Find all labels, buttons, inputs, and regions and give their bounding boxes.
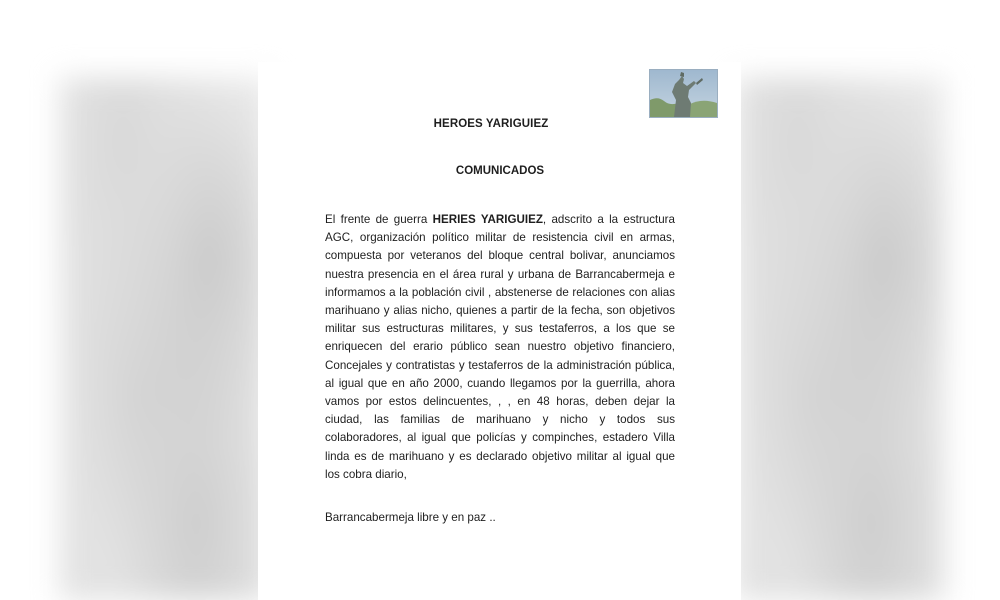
blurred-background-left xyxy=(60,78,270,600)
document-subtitle: COMUNICADOS xyxy=(455,165,545,177)
body-bold-name: HERIES YARIGUIEZ xyxy=(432,213,543,226)
document-title: HEROES YARIGUIEZ xyxy=(433,118,549,130)
document-body xyxy=(325,211,675,484)
body-text: , adscrito a la estructura AGC, organización político militar de resistencia civil en armas, compuesta por veteranos del bloque central bolivar, anunciamos nuestra presencia en el área rural y urbana de Barrancabermeja e informamos a la población civil , abstenerse de relaciones con alias marihuano y alias nicho, quienes a partir de la fecha, son objetivos militar sus estructuras militares, y sus testaferros, a los que se enriquecen del erario público sean nuestro objetivo financiero, Concejales y contratistas y testaferros de la administración pública, al igual que en año 2000, cuando llegamos por la guerrilla, ahora vamos por estos delincuentes, , , en 48 horas, deben dejar la ciudad, las familias de marihuano y nicho y todos sus colaboradores, al igual que policías y compinches, estadero Villa linda es de marihuano y es declarado objetivo militar al igual que los cobra diario, xyxy=(325,213,675,481)
blurred-background-right xyxy=(735,78,945,600)
document-page xyxy=(258,62,741,600)
body-intro: El frente de guerra xyxy=(325,213,433,226)
statue-photo xyxy=(649,69,718,118)
statue-photo-graphic xyxy=(650,70,717,117)
document-closing: Barrancabermeja libre y en paz .. xyxy=(325,511,496,524)
